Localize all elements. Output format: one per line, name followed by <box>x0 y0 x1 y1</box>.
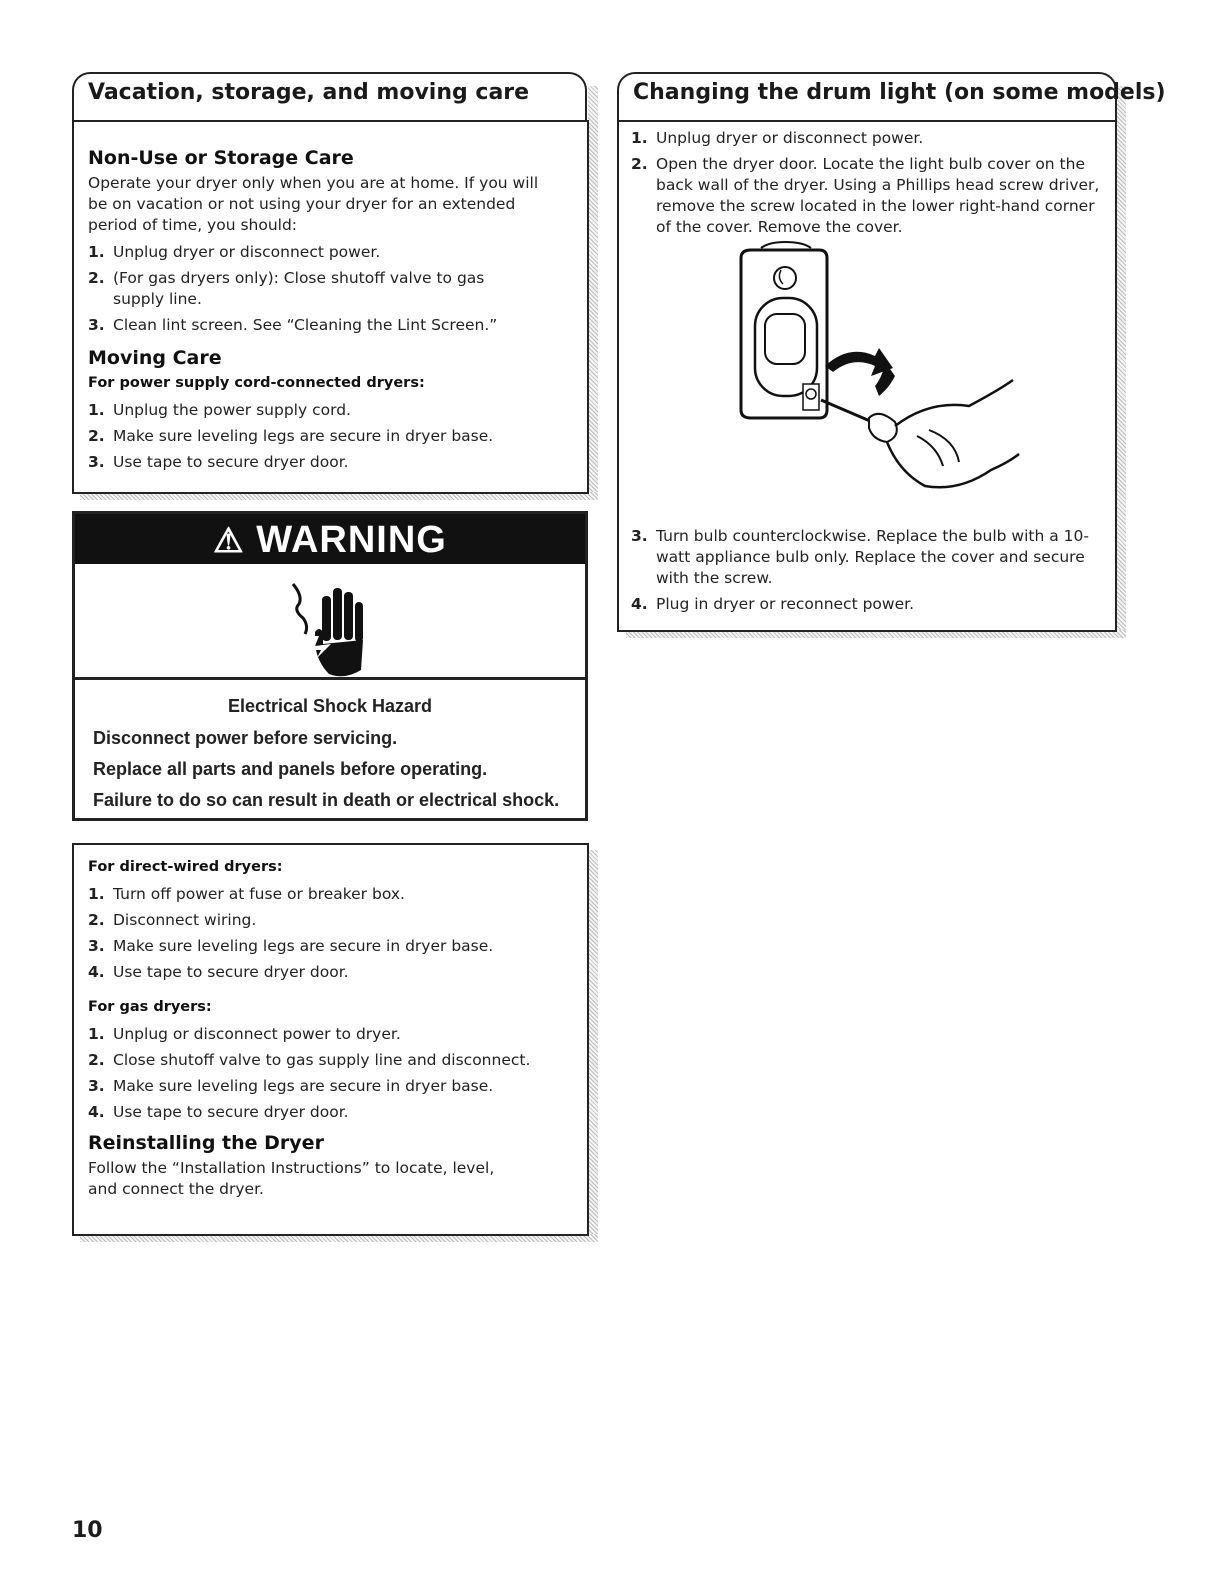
list-item: 3. Make sure leveling legs are secure in dryer base. <box>88 1077 494 1095</box>
warning-line: Failure to do so can result in death or electrical shock. <box>93 790 560 810</box>
direct-wired-heading: For direct-wired dryers: <box>88 859 283 875</box>
warning-triangle-icon: ⚠ <box>213 522 245 560</box>
moving-subheading: For power supply cord-connected dryers: <box>88 375 425 391</box>
moving-heading: Moving Care <box>88 347 222 369</box>
list-item: 1. Unplug or disconnect power to dryer. <box>88 1025 401 1043</box>
warning-line: Replace all parts and panels before operating. <box>93 759 488 779</box>
page-number: 10 <box>72 1518 103 1543</box>
reinstall-text: Follow the “Installation Instructions” to locate, level, and connect the dryer. <box>88 1159 495 1198</box>
list-item: 2. Open the dryer door. Locate the light bulb cover on the back wall of the dryer. Using a Phillips head screw driver, remove the screw located in the lower right-hand corner of the cover. Remove the cover. <box>631 155 1100 236</box>
drum-light-section-title: Changing the drum light (on some models) <box>617 72 1117 122</box>
list-item: 1. Unplug dryer or disconnect power. <box>631 129 924 147</box>
list-item: 3. Use tape to secure dryer door. <box>88 453 349 471</box>
list-item: 4. Plug in dryer or reconnect power. <box>631 595 914 613</box>
list-item: 3. Turn bulb counterclockwise. Replace the bulb with a 10-watt appliance bulb only. Replace the cover and secure with the screw. <box>631 527 1089 587</box>
reinstall-heading: Reinstalling the Dryer <box>88 1132 324 1154</box>
list-item: 2. Make sure leveling legs are secure in dryer base. <box>88 427 494 445</box>
list-item: 2. (For gas dryers only): Close shutoff valve to gas supply line. <box>88 269 485 308</box>
list-item: 3. Make sure leveling legs are secure in dryer base. <box>88 937 494 955</box>
list-item: 1. Turn off power at fuse or breaker box. <box>88 885 405 903</box>
vacation-section-title: Vacation, storage, and moving care <box>72 72 587 122</box>
list-item: 2. Disconnect wiring. <box>88 911 257 929</box>
list-item: 2. Close shutoff valve to gas supply line and disconnect. <box>88 1051 531 1069</box>
drum-light-cover-screwdriver-illustration <box>729 240 1029 510</box>
warning-line: Disconnect power before servicing. <box>93 728 398 748</box>
moving-continued-section <box>72 843 589 1236</box>
nonuse-intro: Operate your dryer only when you are at home. If you will be on vacation or not using your dryer for an extended period of time, you should: <box>88 174 539 234</box>
list-item: 3. Clean lint screen. See “Cleaning the Lint Screen.” <box>88 316 498 334</box>
vacation-section <box>72 120 589 494</box>
list-item: 1. Unplug the power supply cord. <box>88 401 351 419</box>
list-item: 1. Unplug dryer or disconnect power. <box>88 243 381 261</box>
warning-box <box>72 511 588 821</box>
drum-light-section <box>617 120 1117 632</box>
nonuse-heading: Non-Use or Storage Care <box>88 147 354 169</box>
list-item: 4. Use tape to secure dryer door. <box>88 1103 349 1121</box>
gas-dryers-heading: For gas dryers: <box>88 999 212 1015</box>
hazard-title: Electrical Shock Hazard <box>227 696 433 716</box>
electrical-shock-hand-icon <box>275 574 385 684</box>
warning-header: ⚠ WARNING <box>75 514 585 564</box>
list-item: 4. Use tape to secure dryer door. <box>88 963 349 981</box>
